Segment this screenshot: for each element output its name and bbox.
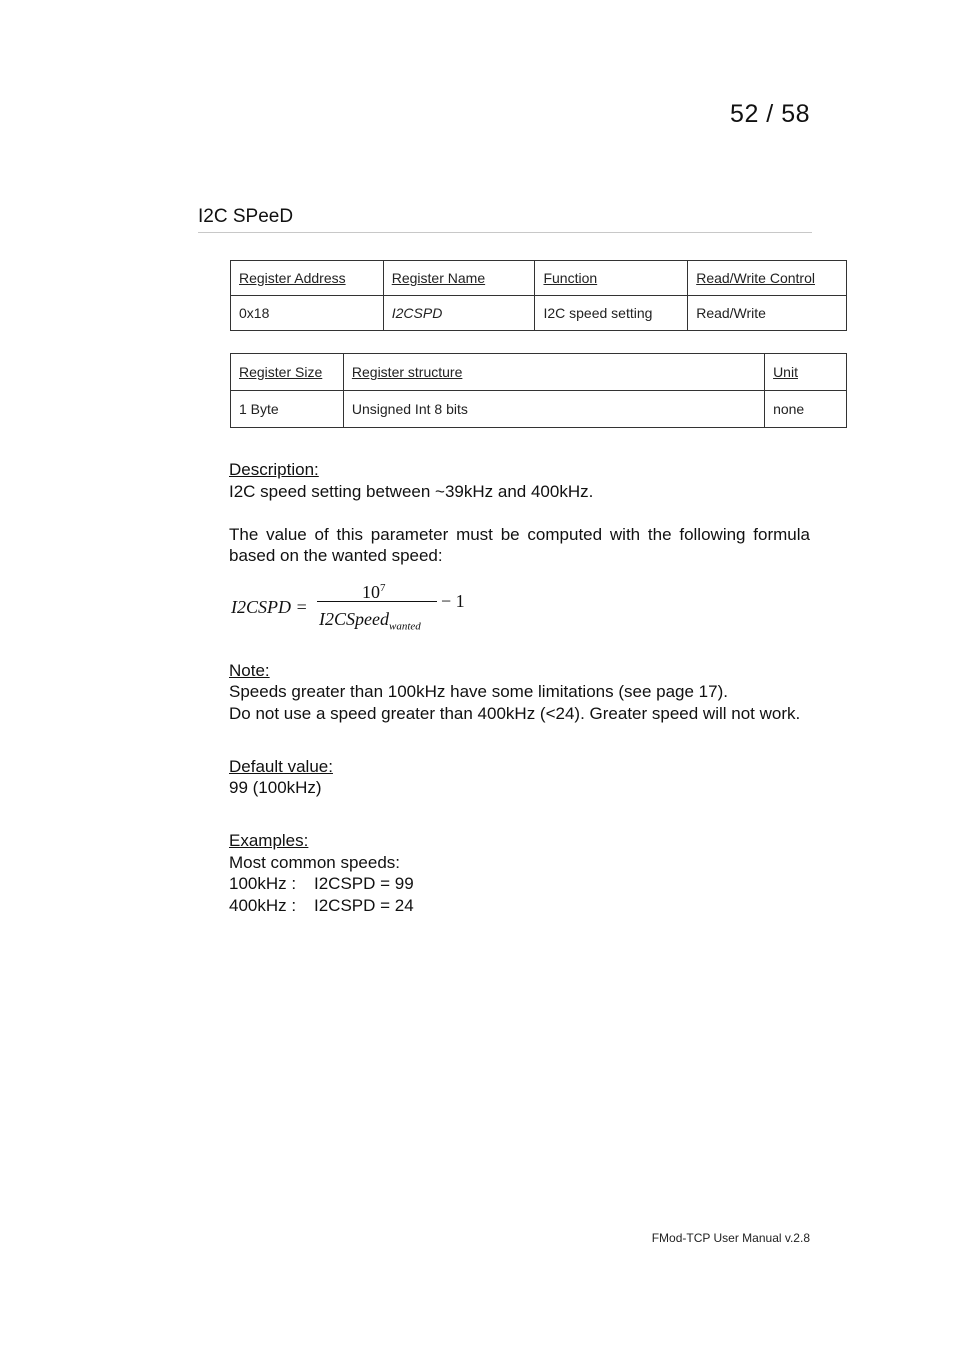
example-row: 100kHz : I2CSPD = 99: [229, 874, 414, 893]
formula-denominator: I2CSpeed$_{wanted}$: [319, 608, 421, 633]
register-info-table: [230, 260, 847, 331]
description-line-2: The value of this parameter must be computed with the following formula based on the wanted speed:: [229, 524, 810, 565]
function-value: I2C speed setting: [535, 296, 688, 331]
table-row: [231, 391, 847, 428]
page-number: 52 / 58: [730, 100, 810, 128]
header-register-size: Register Size: [231, 354, 344, 391]
register-name-value: I2CSPD: [383, 296, 535, 331]
table-header-row: [231, 261, 847, 296]
description-heading: Description:: [229, 460, 319, 479]
main-content: [229, 459, 810, 916]
note-line-2: Do not use a speed greater than 400kHz (<24). Greater speed will not work.: [229, 703, 801, 723]
note-heading: Note:: [229, 660, 270, 680]
unit-value: none: [765, 391, 847, 428]
speed-formula: [229, 582, 810, 642]
read-write-value: Read/Write: [688, 296, 847, 331]
example-row: 400kHz : I2CSPD = 24: [229, 895, 414, 915]
header-function: Function: [535, 261, 688, 296]
header-unit: Unit: [765, 354, 847, 391]
register-size-value: 1 Byte: [231, 391, 344, 428]
default-value: 99 (100kHz): [229, 778, 322, 797]
examples-heading: Examples:: [229, 831, 309, 850]
register-structure-value: Unsigned Int 8 bits: [343, 391, 764, 428]
table-row: [231, 296, 847, 331]
default-value-heading: Default value:: [229, 756, 333, 776]
header-register-structure: Register structure: [343, 354, 764, 391]
header-register-name: Register Name: [383, 261, 535, 296]
section-title: I2C SPeeD: [198, 206, 812, 233]
header-read-write-control: Read/Write Control: [688, 261, 847, 296]
footer-manual-title: FMod-TCP User Manual v.2.8: [651, 1231, 810, 1245]
formula-fraction-bar: [317, 601, 437, 602]
formula-tail: − 1: [441, 590, 465, 611]
header-register-address: Register Address: [231, 261, 384, 296]
description-line-1: I2C speed setting between ~39kHz and 400kHz.: [229, 481, 594, 501]
register-structure-table: [230, 353, 847, 428]
note-line-1: Speeds greater than 100kHz have some limitations (see page 17).: [229, 682, 728, 701]
examples-intro: Most common speeds:: [229, 852, 401, 872]
register-address-value: 0x18: [231, 296, 384, 331]
table-header-row: [231, 354, 847, 391]
formula-numerator: $10^7$: [362, 581, 386, 602]
formula-lhs: I2CSPD =: [231, 596, 308, 617]
